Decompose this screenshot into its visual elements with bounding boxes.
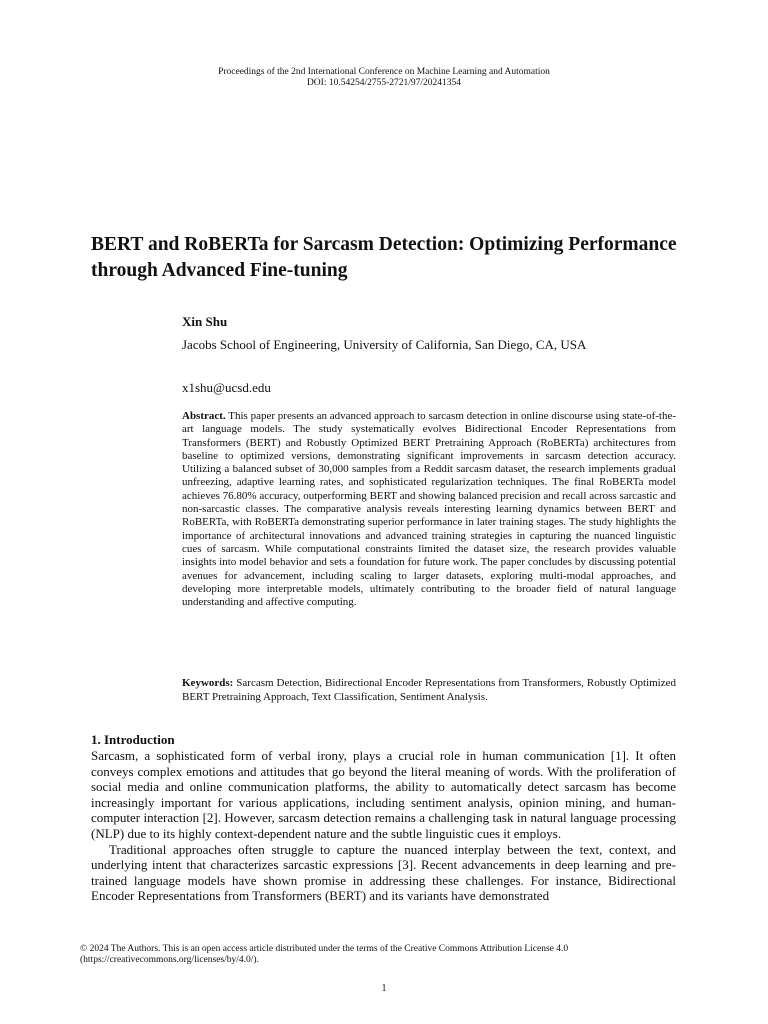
abstract (182, 410, 676, 609)
paper-title: BERT and RoBERTa for Sarcasm Detection: Optimizing Performance through Advanced Fine-tuning (91, 234, 677, 281)
page-number: 1 (381, 983, 387, 994)
author-affiliation: Jacobs School of Engineering, University of California, San Diego, CA, USA (182, 337, 587, 352)
doi-header: DOI: 10.54254/2755-2721/97/20241354 (306, 78, 462, 88)
author-email: x1shu@ucsd.edu (182, 380, 271, 395)
abstract-label: Abstract. (182, 410, 226, 422)
author-name: Xin Shu (182, 314, 228, 329)
section-heading-introduction: 1. Introduction (91, 732, 175, 747)
keywords (182, 676, 676, 704)
intro-paragraph-1: Sarcasm, a sophisticated form of verbal irony, plays a crucial role in human communication [1]. It often conveys complex emotions and attitudes that go beyond the literal meaning of words. With the proliferation of social media and online communication platforms, the ability to automatically detect sarcasm has become increasingly important for various applications, including sentiment analysis, opinion mining, and human-computer interaction [2]. However, sarcasm detection remains a challenging task in natural language processing (NLP) due to its highly context-dependent nature and the subtle linguistic cues it employs. (91, 748, 676, 841)
footnote-line-1: © 2024 The Authors. This is an open access article distributed under the terms of the Creative Commons Attribution License 4.0 (80, 944, 569, 954)
keywords-label: Keywords: (182, 677, 234, 689)
intro-paragraph-2: Traditional approaches often struggle to capture the nuanced interplay between the text, context, and underlying intent that characterizes sarcastic expressions [3]. Recent advancements in deep learning and pre-trained language models have shown promise in addressing these challenges. For instance, Bidirectional Encoder Representations from Transformers (BERT) and its variants have demonstrated (91, 841, 676, 904)
keywords-text: Sarcasm Detection, Bidirectional Encoder Representations from Transformers, Robustly Optimized BERT Pretraining Approach, Text Classification, Sentiment Analysis. (182, 677, 677, 703)
footnote-line-2: (https://creativecommons.org/licenses/by/4.0/). (80, 955, 259, 965)
abstract-text: This paper presents an advanced approach to sarcasm detection in online discourse using state-of-the-art language models. The study systematically evolves Bidirectional Encoder Representations from Transformers (BERT) and Robustly Optimized BERT Pretraining Approach (RoBERTa) architectures from baseline to optimized versions, demonstrating significant improvements in sarcasm detection accuracy. Utilizing a balanced subset of 30,000 samples from a Reddit sarcasm dataset, the research implements gradual unfreezing, adaptive learning rates, and sophisticated regularization techniques. The final RoBERTa model achieves 76.80% accuracy, outperforming BERT and showing balanced precision and recall across sarcastic and non-sarcastic classes. The comparative analysis reveals interesting learning dynamics between BERT and RoBERTa, with RoBERTa demonstrating superior performance in later training stages. The study highlights the importance of architectural innovations and advanced training strategies in capturing the nuanced linguistic cues of sarcasm. While computational constraints limited the dataset size, the research provides valuable insights into model behavior and sets a foundation for future work. The paper concludes by discussing potential avenues for advancement, including scaling to larger datasets, exploring multi-modal approaches, and developing more interpretable models, ultimately contributing to the broader field of natural language understanding and affective computing. (182, 410, 676, 609)
license-footnote (80, 944, 676, 966)
introduction-body (91, 748, 676, 904)
proceedings-header: Proceedings of the 2nd International Conference on Machine Learning and Automation (218, 67, 550, 77)
